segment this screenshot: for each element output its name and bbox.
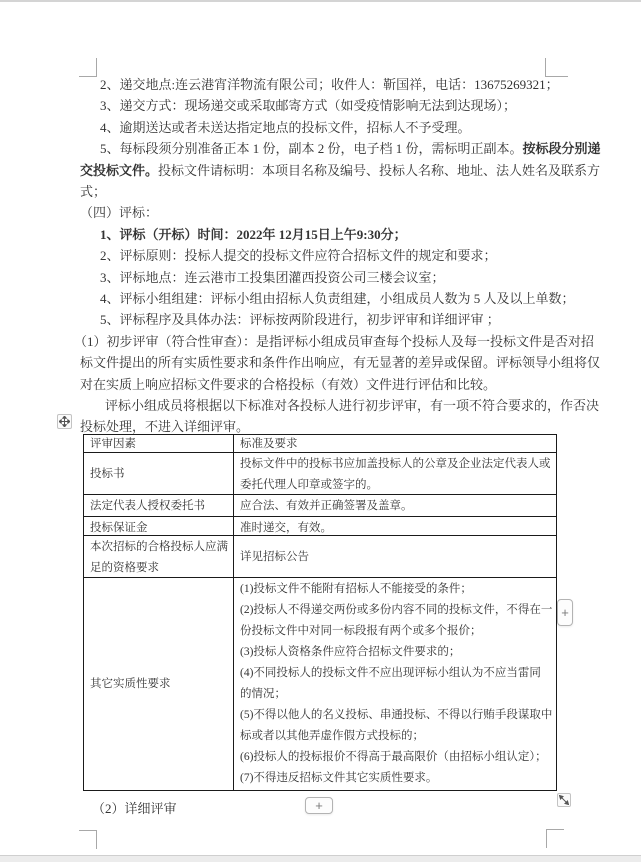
table-move-handle[interactable] xyxy=(57,414,72,429)
doc-line xyxy=(80,206,158,220)
plus-icon: + xyxy=(561,605,569,620)
text-segment: （1）初步评审（符合性审查）：是指评标小组成员审查每个投标人及每一投标文件是否对招 xyxy=(74,333,595,349)
text-segment: 4、逾期送达或者未送达指定地点的投标文件，招标人不予受理。 xyxy=(100,119,471,135)
text-segment: 交投标文件。 xyxy=(80,162,159,178)
cell-line: 投标书 xyxy=(90,467,125,480)
table-cell[interactable] xyxy=(234,536,557,578)
cell-line: (4)不同投标人的投标文件不应出现评标小组认为不应当雷同 xyxy=(240,667,541,679)
text-segment: （四）评标： xyxy=(80,205,159,221)
text-segment: 3、评标地点：连云港市工投集团灌西投资公司三楼会议室； xyxy=(100,269,445,285)
cell-line: 评审因素 xyxy=(90,438,136,450)
cell-line: 本次招标的合格投标人应满 xyxy=(90,541,228,553)
cell-line: 委托代理人印章或签字的。 xyxy=(240,479,378,491)
cell-line: 详见招标公告 xyxy=(240,550,309,563)
table-row xyxy=(84,495,557,517)
cell-line: (2)投标人不得递交两份或多份内容不同的投标文件，不得在一 xyxy=(240,604,553,616)
cell-line: 准时递交，有效。 xyxy=(240,522,332,534)
table-row xyxy=(84,536,557,578)
table-cell[interactable] xyxy=(234,517,557,536)
text-segment: 4、评标小组组建：评标小组由招标人负责组建，小组成员人数为 5 人及以上单数； xyxy=(100,291,575,306)
doc-line xyxy=(100,142,601,156)
closing-line: （2）详细评审 xyxy=(92,801,177,816)
cell-line: 投标文件中的投标书应加盖投标人的公章及企业法定代表人或 xyxy=(240,458,551,470)
cell-line: (7)不得违反招标文件其它实质性要求。 xyxy=(240,772,438,784)
text-segment: 按标段分别递 xyxy=(522,141,601,157)
doc-line xyxy=(100,271,445,285)
table-row xyxy=(84,453,557,495)
table-cell[interactable] xyxy=(84,578,234,791)
table-cell[interactable] xyxy=(84,453,234,495)
doc-line xyxy=(80,185,106,199)
cell-line: 的情况； xyxy=(240,688,286,700)
doc-line xyxy=(100,249,497,263)
table-cell[interactable] xyxy=(234,578,557,791)
plus-icon: + xyxy=(315,798,323,813)
table-cell[interactable] xyxy=(84,536,234,578)
cell-line: (5)不得以他人的名义投标、串通投标、不得以行贿手段谋取中 xyxy=(240,709,553,721)
doc-line xyxy=(100,313,500,327)
text-segment: 2、递交地点:连云港宵洋物流有限公司；收件人：靳国祥，电话：13675269321； xyxy=(100,77,559,92)
cell-line: 标或者以其他弄虚作假方式投标的； xyxy=(240,730,424,742)
table-cell[interactable] xyxy=(84,495,234,517)
cell-line: 法定代表人授权委托书 xyxy=(90,500,205,512)
table-row xyxy=(84,517,557,536)
diagonal-resize-icon xyxy=(559,795,569,805)
doc-line xyxy=(105,399,599,413)
table-cell[interactable] xyxy=(84,517,234,536)
doc-line xyxy=(80,378,496,392)
cell-line: (1)投标文件不能附有招标人不能接受的条件； xyxy=(240,583,472,595)
cell-line: 投标保证金 xyxy=(90,522,148,534)
doc-line xyxy=(100,121,471,135)
cell-line: 足的资格要求 xyxy=(90,562,159,574)
text-segment: 5、评标程序及具体办法：评标按两阶段进行，初步评审和详细评审 ； xyxy=(100,312,500,328)
review-criteria-table xyxy=(83,434,557,791)
text-segment: 式； xyxy=(80,184,107,199)
cell-line: 份投标文件中对同一标段报有两个或多个报价； xyxy=(240,625,482,637)
text-segment: 3、递交方式：现场递交或采取邮寄方式（如受疫情影响无法到达现场）； xyxy=(100,98,517,114)
doc-line xyxy=(74,335,594,349)
doc-line xyxy=(100,78,559,92)
table-cell[interactable] xyxy=(234,495,557,517)
table-header-cell[interactable] xyxy=(84,435,234,453)
text-segment: 投标处理，不进入详细评审。 xyxy=(80,419,250,435)
table-resize-handle[interactable] xyxy=(557,793,571,807)
cell-line: 其它实质性要求 xyxy=(90,678,171,690)
cell-line: 标准及要求 xyxy=(240,438,298,450)
table-header-cell[interactable] xyxy=(234,435,557,453)
text-segment: 5、每标段须分别准备正本 1 份，副本 2 份，电子档 1 份，需标明正副本。 xyxy=(100,141,523,157)
text-segment: 2、评标原则：投标人提交的投标文件应符合招标文件的规定和要求； xyxy=(100,248,497,264)
doc-line xyxy=(100,99,516,113)
table-cell[interactable] xyxy=(234,453,557,495)
table-header-row xyxy=(84,435,557,453)
doc-line xyxy=(80,356,600,370)
doc-line xyxy=(80,164,600,178)
text-segment: 1、评标（开标）时间：2022年 12月15日上午9:30分； xyxy=(100,226,407,242)
insert-row-button[interactable] xyxy=(305,797,333,814)
text-segment: 标文件提出的所有实质性要求和条件作出响应，有无显著的差异或保留。评标领导小组将仅 xyxy=(80,355,601,371)
text-segment: 投标文件请标明：本项目名称及编号、投标人名称、地址、法人姓名及联系方 xyxy=(158,162,601,178)
text-segment: 评标小组成员将根据以下标准对各投标人进行初步评审，有一项不符合要求的，作否决 xyxy=(105,398,600,413)
table-row xyxy=(84,578,557,791)
cell-line: 应合法、有效并正确签署及盖章。 xyxy=(240,500,413,512)
move-icon xyxy=(59,416,70,427)
cell-line: (3)投标人资格条件应符合招标文件要求的； xyxy=(240,646,461,658)
insert-column-button[interactable] xyxy=(557,599,573,626)
text-segment: 对在实质上响应招标文件要求的合格投标（有效）文件进行评估和比较。 xyxy=(80,376,497,392)
doc-line xyxy=(100,292,575,306)
cell-line: (6)投标人的投标报价不得高于最高限价（由招标小组认定）； xyxy=(240,751,547,763)
doc-line xyxy=(80,420,249,434)
doc-line xyxy=(100,228,407,242)
